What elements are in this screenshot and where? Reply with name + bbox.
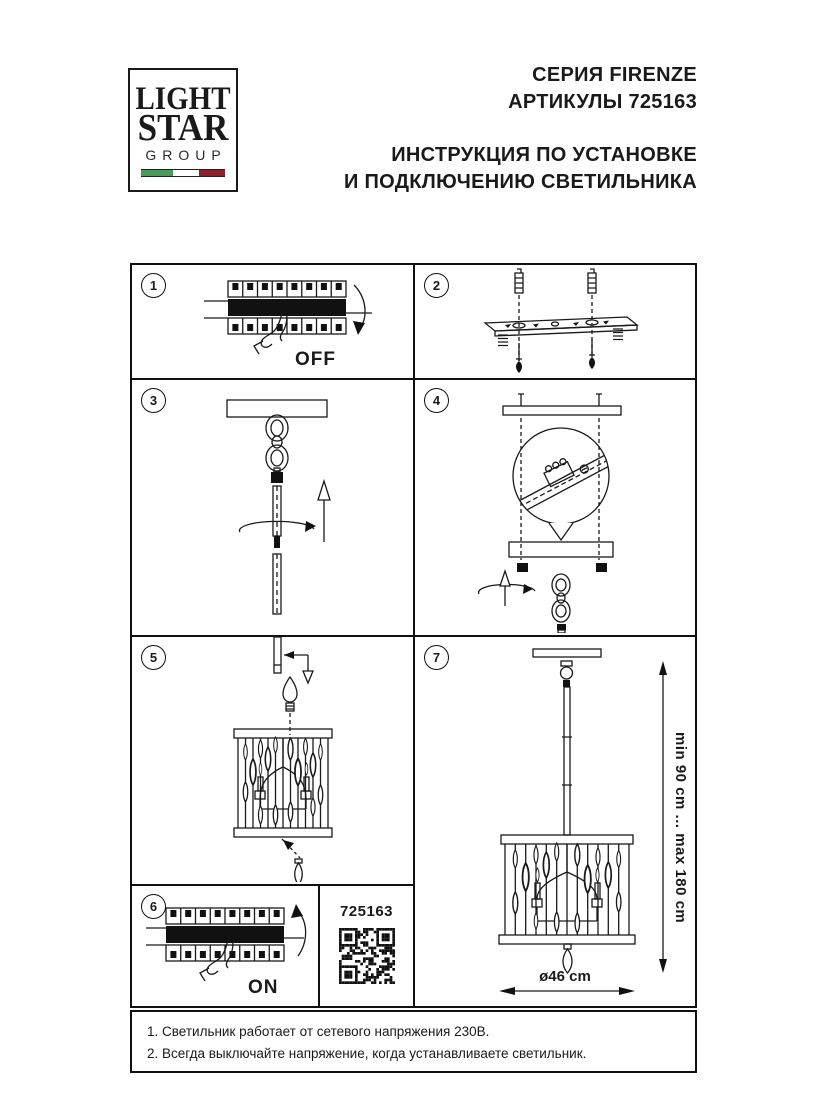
logo-word-group: GROUP bbox=[145, 146, 227, 163]
qr-code bbox=[339, 928, 395, 984]
instruction-title-line2: И ПОДКЛЮЧЕНИЮ СВЕТИЛЬНИКА bbox=[343, 171, 697, 193]
instruction-steps-grid bbox=[130, 263, 697, 1008]
off-label: OFF bbox=[295, 349, 336, 370]
safety-notes bbox=[130, 1010, 697, 1073]
mounting-bracket-diagram bbox=[415, 265, 693, 376]
instruction-title-line1: ИНСТРУКЦИЯ ПО УСТАНОВКЕ bbox=[391, 144, 697, 166]
step-number-badge: 1 bbox=[141, 273, 166, 298]
safety-note-1: 1. Светильник работает от сетевого напряжения 230В. bbox=[147, 1024, 490, 1039]
step-1-panel bbox=[132, 265, 415, 380]
article-title: АРТИКУЛЫ 725163 bbox=[508, 91, 697, 113]
step-3-panel bbox=[132, 380, 415, 637]
logo-word-star: STAR bbox=[137, 106, 229, 149]
step-4-panel bbox=[415, 380, 695, 637]
step-6-panel bbox=[132, 886, 320, 1006]
step-number-badge: 4 bbox=[424, 388, 449, 413]
step-5-panel bbox=[132, 637, 415, 886]
diameter-dimension-label: ø46 cm bbox=[539, 968, 591, 985]
on-label: ON bbox=[248, 977, 279, 998]
safety-note-2: 2. Всегда выключайте напряжение, когда устанавливаете светильник. bbox=[147, 1045, 587, 1061]
flag-green-segment bbox=[141, 170, 173, 176]
step-7-panel bbox=[415, 637, 695, 1006]
article-number: 725163 bbox=[339, 903, 394, 920]
step-number-badge: 7 bbox=[424, 645, 449, 670]
flag-red-segment bbox=[199, 170, 225, 176]
installed-fixture-dimensions-diagram bbox=[415, 637, 693, 1004]
italian-flag-stripe bbox=[141, 169, 225, 177]
article-qr-panel bbox=[320, 886, 415, 1006]
logo-word-light: LIGHT bbox=[135, 81, 231, 118]
step-number-badge: 6 bbox=[141, 894, 166, 919]
flag-white-segment bbox=[173, 170, 199, 176]
shade-bulb-install-diagram bbox=[132, 637, 413, 882]
step-2-panel bbox=[415, 265, 695, 380]
rod-assembly-diagram bbox=[132, 380, 413, 633]
ceiling-mount-terminal-diagram bbox=[415, 380, 693, 633]
step-number-badge: 5 bbox=[141, 645, 166, 670]
lightstar-logo bbox=[128, 68, 238, 192]
series-title: СЕРИЯ FIRENZE bbox=[532, 64, 697, 86]
height-dimension-label: min 90 cm ... max 180 cm bbox=[672, 732, 689, 924]
breaker-off-diagram bbox=[132, 265, 413, 376]
document-header bbox=[344, 62, 697, 196]
step-number-badge: 3 bbox=[141, 388, 166, 413]
step-number-badge: 2 bbox=[424, 273, 449, 298]
